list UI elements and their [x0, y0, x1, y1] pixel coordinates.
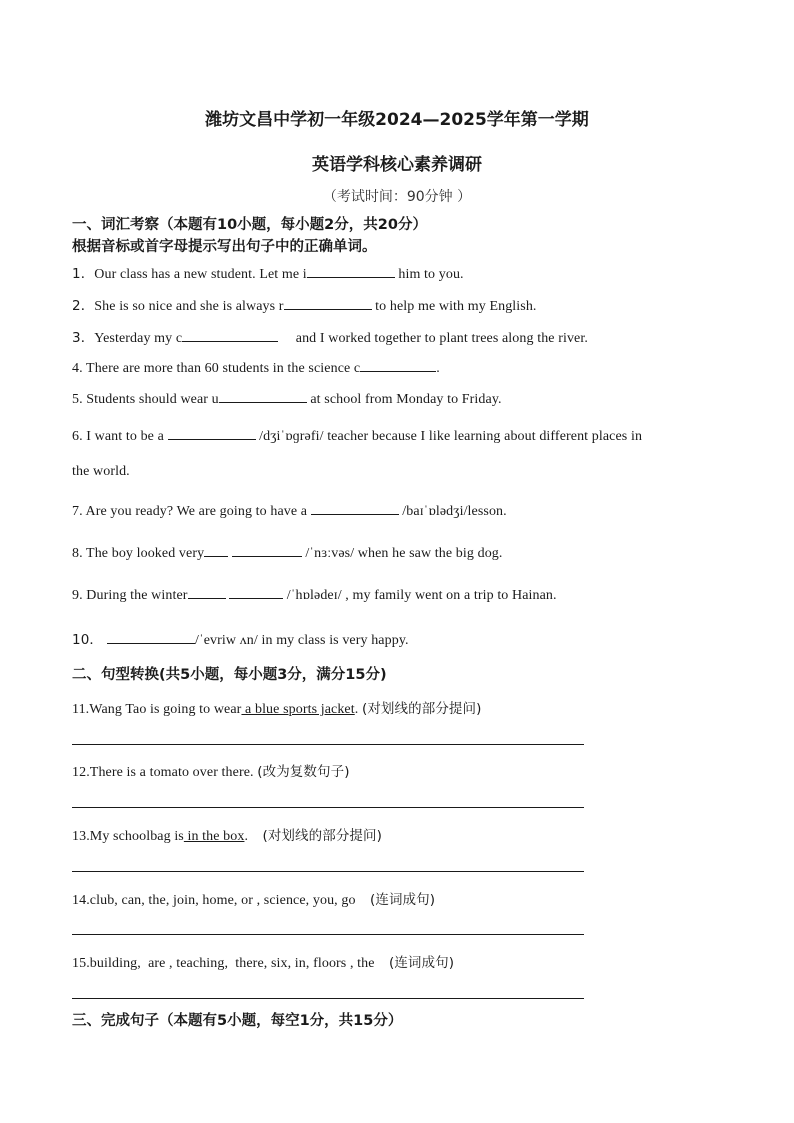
- answer-blank[interactable]: [204, 543, 228, 557]
- answer-blank[interactable]: [360, 358, 436, 372]
- question-6: 6. I want to be a /dʒiˈɒɡrəfi/ teacher because I like learning about different places in: [72, 426, 642, 445]
- answer-line[interactable]: [72, 807, 584, 808]
- answer-blank[interactable]: [232, 543, 302, 557]
- answer-line[interactable]: [72, 998, 584, 999]
- question-1: 1．Our class has a new student. Let me i him to you.: [72, 266, 464, 282]
- answer-line[interactable]: [72, 934, 584, 935]
- exam-time-note: （考试时间：90分钟 ）: [322, 189, 472, 205]
- exam-title: 潍坊文昌中学初一年级2024—2025学年第一学期: [205, 110, 589, 130]
- question-3: 3．Yesterday my c and I worked together to plant trees along the river.: [72, 330, 588, 346]
- question-4: 4. There are more than 60 students in the science c .: [72, 358, 440, 377]
- answer-blank[interactable]: [229, 585, 283, 599]
- question-7: 7. Are you ready? We are going to have a /baɪˈɒlədʒi/lesson.: [72, 501, 507, 520]
- section1-heading: 一、词汇考察（本题有10小题，每小题2分，共20分）: [72, 217, 427, 233]
- question-10: 10． /ˈevriw ʌn/ in my class is very happy.: [72, 632, 409, 648]
- answer-blank[interactable]: [311, 501, 399, 515]
- answer-blank[interactable]: [307, 264, 395, 278]
- question-9: 9. During the winter /ˈhɒlədeɪ/ , my family went on a trip to Hainan.: [72, 585, 557, 604]
- exam-subtitle: 英语学科核心素养调研: [312, 155, 482, 175]
- answer-line[interactable]: [72, 744, 584, 745]
- question-6-continued: the world.: [72, 464, 130, 479]
- answer-blank[interactable]: [188, 585, 226, 599]
- answer-blank[interactable]: [182, 328, 278, 342]
- question-5: 5. Students should wear u at school from Monday to Friday.: [72, 389, 502, 408]
- answer-blank[interactable]: [219, 389, 307, 403]
- question-15: 15.building, are , teaching, there, six, in, floors , the (连词成句): [72, 955, 455, 971]
- question-12: 12.There is a tomato over there. (改为复数句子): [72, 764, 350, 780]
- question-8: 8. The boy looked very /ˈnɜːvəs/ when he saw the big dog.: [72, 543, 503, 562]
- question-2: 2．She is so nice and she is always r to help me with my English.: [72, 298, 537, 314]
- question-11: 11.Wang Tao is going to wear a blue sports jacket. (对划线的部分提问): [72, 701, 482, 717]
- answer-blank[interactable]: [168, 426, 256, 440]
- section1-instruction: 根据音标或首字母提示写出句子中的正确单词。: [72, 239, 377, 255]
- answer-blank[interactable]: [107, 630, 195, 644]
- section3-heading: 三、完成句子（本题有5小题，每空1分，共15分）: [72, 1013, 403, 1029]
- question-14: 14.club, can, the, join, home, or , science, you, go (连词成句): [72, 892, 436, 908]
- answer-line[interactable]: [72, 871, 584, 872]
- question-13: 13.My schoolbag is in the box. (对划线的部分提问): [72, 828, 382, 844]
- answer-blank[interactable]: [284, 296, 372, 310]
- section2-heading: 二、句型转换(共5小题，每小题3分，满分15分): [72, 667, 387, 683]
